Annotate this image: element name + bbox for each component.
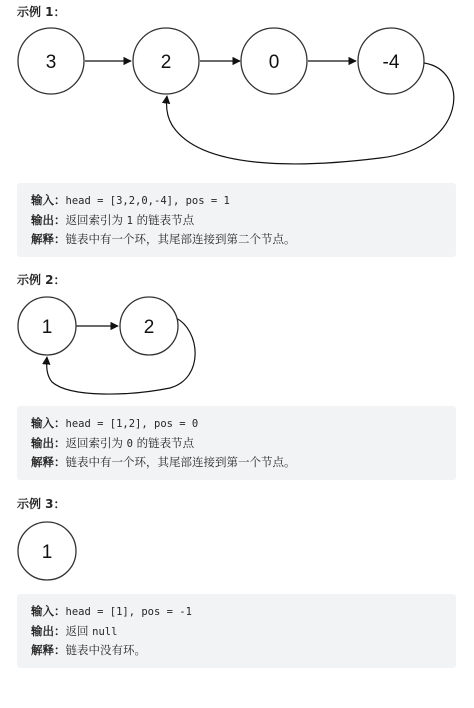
example-3-heading: 示例 3： (17, 497, 66, 511)
input-line (31, 602, 456, 622)
output-label: 输出： (31, 212, 66, 227)
output-label: 输出： (31, 623, 66, 638)
input-label: 输入： (31, 193, 66, 207)
input-line (31, 414, 456, 434)
output-prefix: 返回索引为 (65, 212, 127, 227)
explain-label: 解释： (31, 232, 66, 246)
output-line (31, 622, 456, 642)
example-1-heading: 示例 1： (17, 5, 66, 19)
node-value: 1 (41, 317, 53, 338)
explain-line (31, 230, 456, 249)
node-value: -4 (382, 52, 400, 73)
list-node (241, 28, 307, 94)
input-value: head = [3,2,0,-4], pos = 1 (65, 195, 230, 207)
example-3-code-box (17, 594, 456, 668)
output-suffix: 的链表节点 (132, 435, 195, 450)
explain-label: 解释： (31, 643, 66, 657)
input-label: 输入： (31, 416, 66, 430)
node-value: 1 (41, 542, 53, 563)
input-line (31, 191, 456, 211)
explain-line (31, 641, 456, 660)
input-label: 输入： (31, 604, 66, 618)
explain-text: 链表中有一个环，其尾部连接到第二个节点。 (65, 232, 296, 246)
output-prefix: 返回 (65, 623, 93, 638)
output-code: null (92, 625, 118, 638)
example-2-heading: 示例 2： (17, 273, 66, 287)
node-value: 2 (143, 317, 155, 338)
output-code: 1 (126, 214, 133, 227)
explain-line (31, 453, 456, 472)
example-1-diagram (18, 28, 454, 164)
explain-label: 解释： (31, 455, 66, 469)
output-line (31, 211, 456, 231)
explain-text: 链表中没有环。 (65, 643, 146, 657)
output-suffix: 的链表节点 (132, 212, 195, 227)
output-code: 0 (126, 437, 133, 450)
output-prefix: 返回索引为 (65, 435, 127, 450)
node-value: 2 (160, 52, 172, 73)
list-node (18, 28, 84, 94)
explain-text: 链表中有一个环，其尾部连接到第一个节点。 (65, 455, 296, 469)
output-label: 输出： (31, 435, 66, 450)
node-value: 3 (45, 52, 57, 73)
example-1-code-box (17, 183, 456, 257)
input-value: head = [1,2], pos = 0 (65, 418, 199, 430)
example-3-diagram (18, 522, 76, 580)
list-node (18, 522, 76, 580)
output-line (31, 434, 456, 454)
example-2-code-box (17, 406, 456, 480)
list-node (358, 28, 424, 94)
example-2-diagram (18, 297, 195, 394)
list-node (120, 297, 178, 355)
input-value: head = [1], pos = -1 (65, 606, 192, 618)
node-value: 0 (268, 52, 280, 73)
list-node (133, 28, 199, 94)
list-node (18, 297, 76, 355)
